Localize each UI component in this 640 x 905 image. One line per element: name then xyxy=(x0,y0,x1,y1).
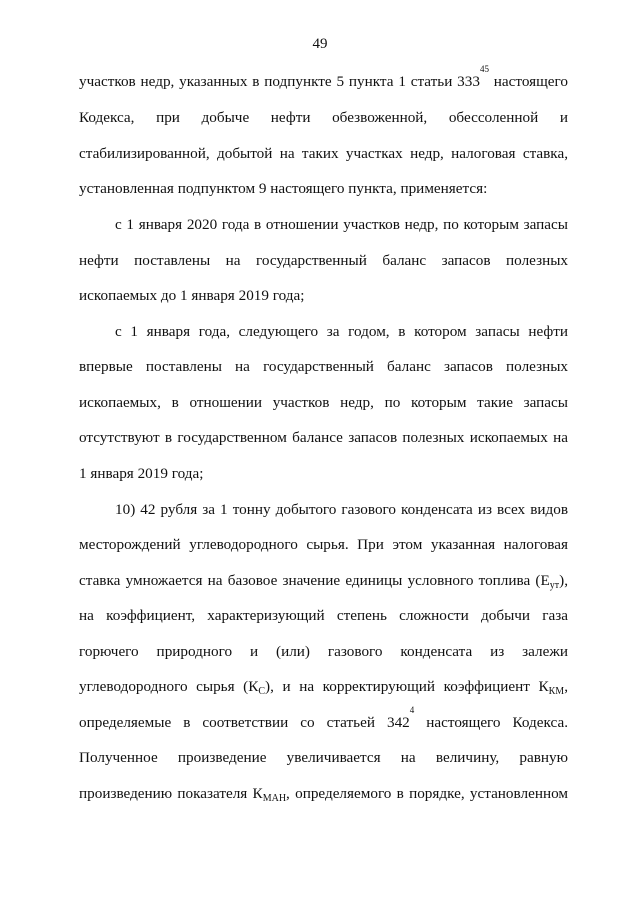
text-line: Кодекса, при добыче нефти обезвоженной, обессоленной и xyxy=(79,109,568,126)
text-line: нефти поставлены на государственный баланс запасов полезных xyxy=(79,252,568,269)
text-line: участков недр, указанных в подпункте 5 пункта 1 статьи $333^{45}$ настоящего xyxy=(79,64,568,90)
text-line: Полученное произведение увеличивается на величину, равную xyxy=(79,749,568,766)
text-line: ставка умножается на базовое значение единицы условного топлива $(Е_{ут})$, xyxy=(79,572,568,591)
text-line: 1 января 2019 года; xyxy=(79,465,204,482)
text-line: определяемые в соответствии со статьей $342^4$ настоящего Кодекса. xyxy=(79,705,568,731)
text-line: месторождений углеводородного сырья. При этом указанная налоговая xyxy=(79,536,568,553)
page-number: 49 xyxy=(312,36,328,52)
text-line: 10) 42 рубля за 1 тонну добытого газового конденсата из всех видов xyxy=(115,501,568,518)
text-line: горючего природного и (или) газового конденсата из залежи xyxy=(79,643,568,660)
text-line: ископаемых до 1 января 2019 года; xyxy=(79,287,305,304)
text-line: ископаемых, в отношении участков недр, по которым такие запасы xyxy=(79,394,568,411)
text-line: углеводородного сырья $(К_С)$, и на корректирующий коэффициент $К_{КМ}$, xyxy=(79,678,568,697)
text-line: впервые поставлены на государственный баланс запасов полезных xyxy=(79,358,568,375)
text-line: с 1 января года, следующего за годом, в котором запасы нефти xyxy=(115,323,568,340)
text-line: отсутствуют в государственном балансе запасов полезных ископаемых на xyxy=(79,429,568,446)
text-line: стабилизированной, добытой на таких участках недр, налоговая ставка, xyxy=(79,145,568,162)
text-line: с 1 января 2020 года в отношении участков недр, по которым запасы xyxy=(115,216,568,233)
text-line: установленная подпунктом 9 настоящего пункта, применяется: xyxy=(79,180,488,197)
text-line: на коэффициент, характеризующий степень сложности добычи газа xyxy=(79,607,568,624)
text-line: произведению показателя $К_{МАН}$, определяемого в порядке, установленном xyxy=(79,785,568,804)
